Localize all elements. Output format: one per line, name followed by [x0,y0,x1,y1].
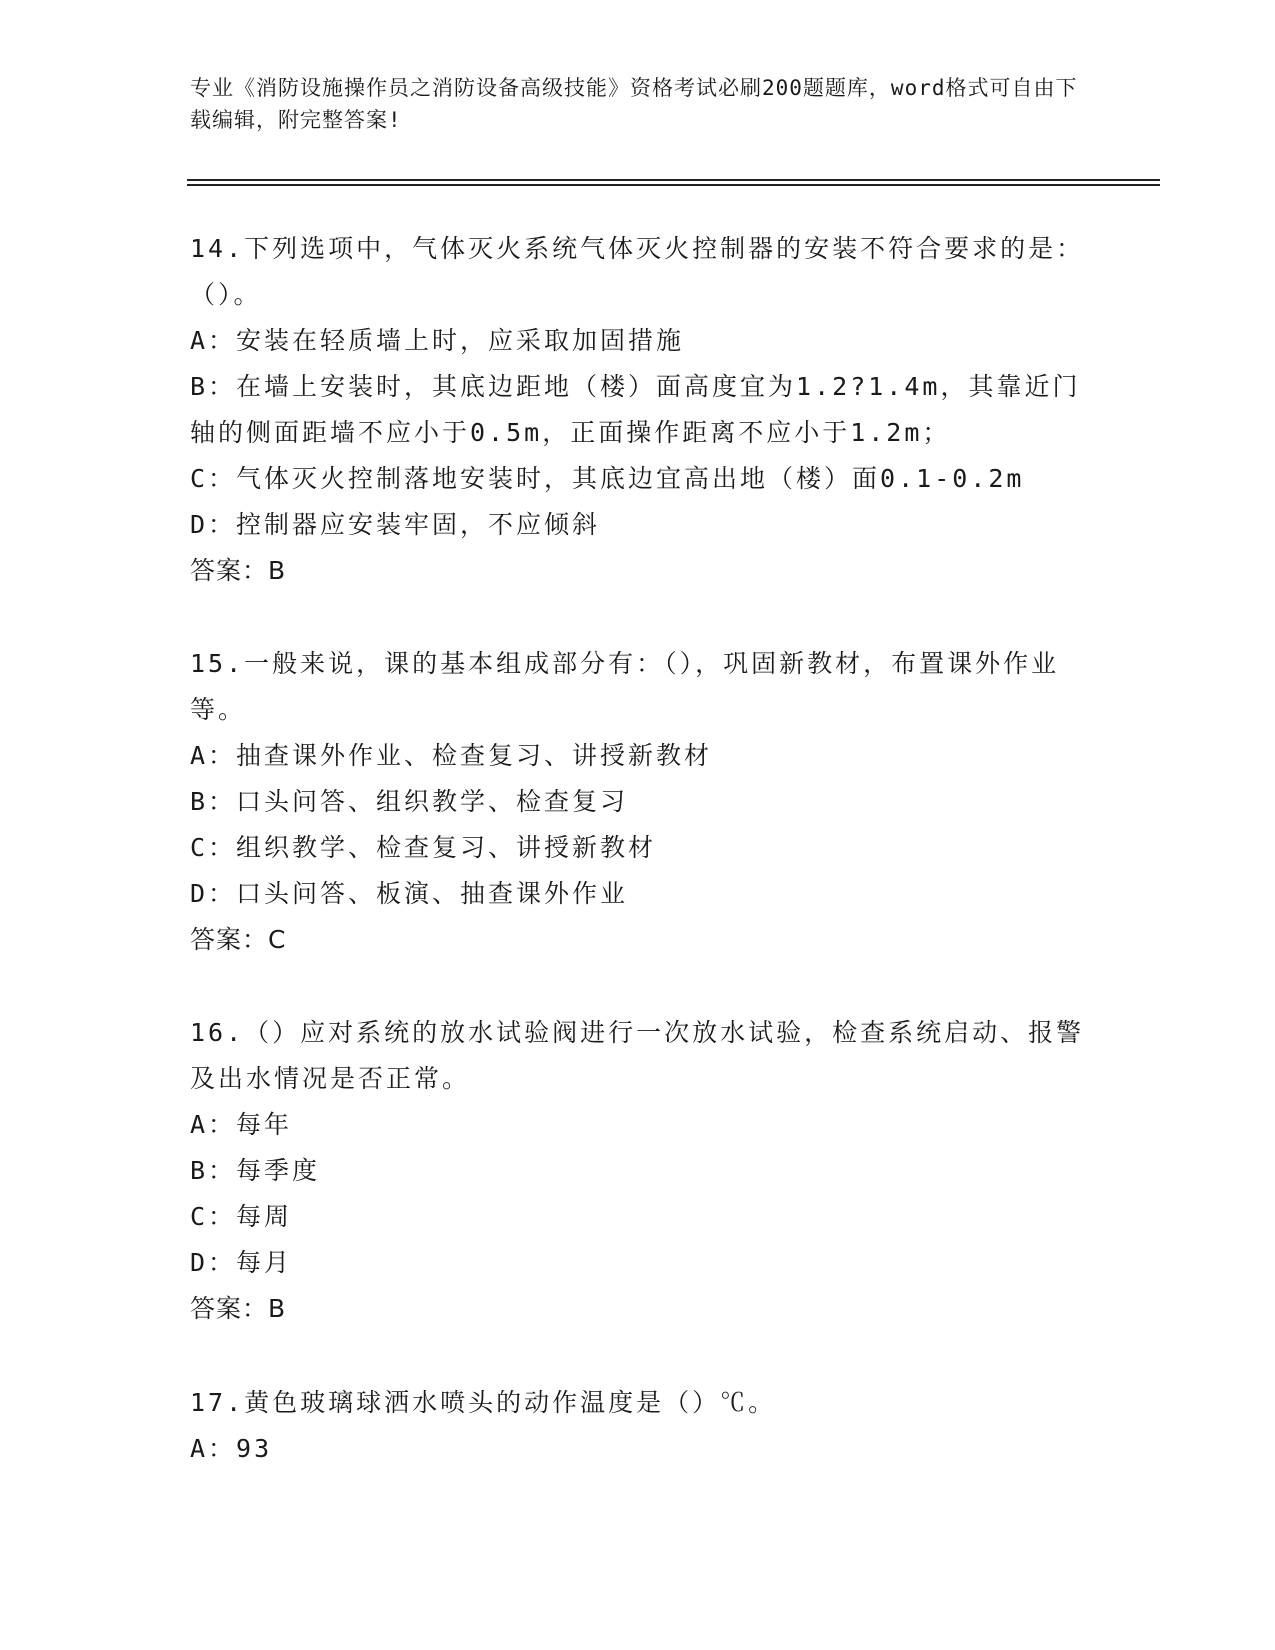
option-c: C：气体灭火控制落地安装时，其底边宜高出地（楼）面0.1-0.2m [190,464,1025,493]
question-stem: 17.黄色玻璃球洒水喷头的动作温度是（）℃。 [190,1388,777,1417]
option-c: C：组织教学、检查复习、讲授新教材 [190,833,657,862]
question-15 [190,641,1090,963]
option-d: D：控制器应安装牢固，不应倾斜 [190,510,601,539]
question-stem: 15.一般来说，课的基本组成部分有：（），巩固新教材，布置课外作业等。 [190,649,1060,724]
header-divider-bottom [187,184,1160,186]
option-d: D：每月 [190,1248,293,1277]
answer: 答案：B [190,556,287,585]
answer: 答案：C [190,925,287,954]
question-17 [190,1380,1090,1472]
option-b: B：在墙上安装时，其底边距地（楼）面高度宜为1.2?1.4m，其靠近门轴的侧面距墙不应小于0.5m，正面操作距离不应小于1.2m； [190,372,1081,447]
option-a: A：每年 [190,1110,293,1139]
question-stem: 16.（）应对系统的放水试验阀进行一次放水试验，检查系统启动、报警及出水情况是否正常。 [190,1018,1085,1093]
header-divider-top [187,179,1160,181]
option-c: C：每周 [190,1202,293,1231]
option-a: A：抽查课外作业、检查复习、讲授新教材 [190,741,713,770]
question-16 [190,1010,1090,1332]
option-a: A：93 [190,1434,273,1463]
option-a: A：安装在轻质墙上时，应采取加固措施 [190,326,685,355]
document-header: 专业《消防设施操作员之消防设备高级技能》资格考试必刷200题题库，word格式可自由下载编辑，附完整答案! [190,76,1078,132]
option-d: D：口头问答、板演、抽查课外作业 [190,879,629,908]
answer: 答案：B [190,1294,287,1323]
question-stem: 14.下列选项中，气体灭火系统气体灭火控制器的安装不符合要求的是：（）。 [190,234,1085,309]
question-14 [190,226,1090,594]
option-b: B：每季度 [190,1156,321,1185]
option-b: B：口头问答、组织教学、检查复习 [190,787,629,816]
